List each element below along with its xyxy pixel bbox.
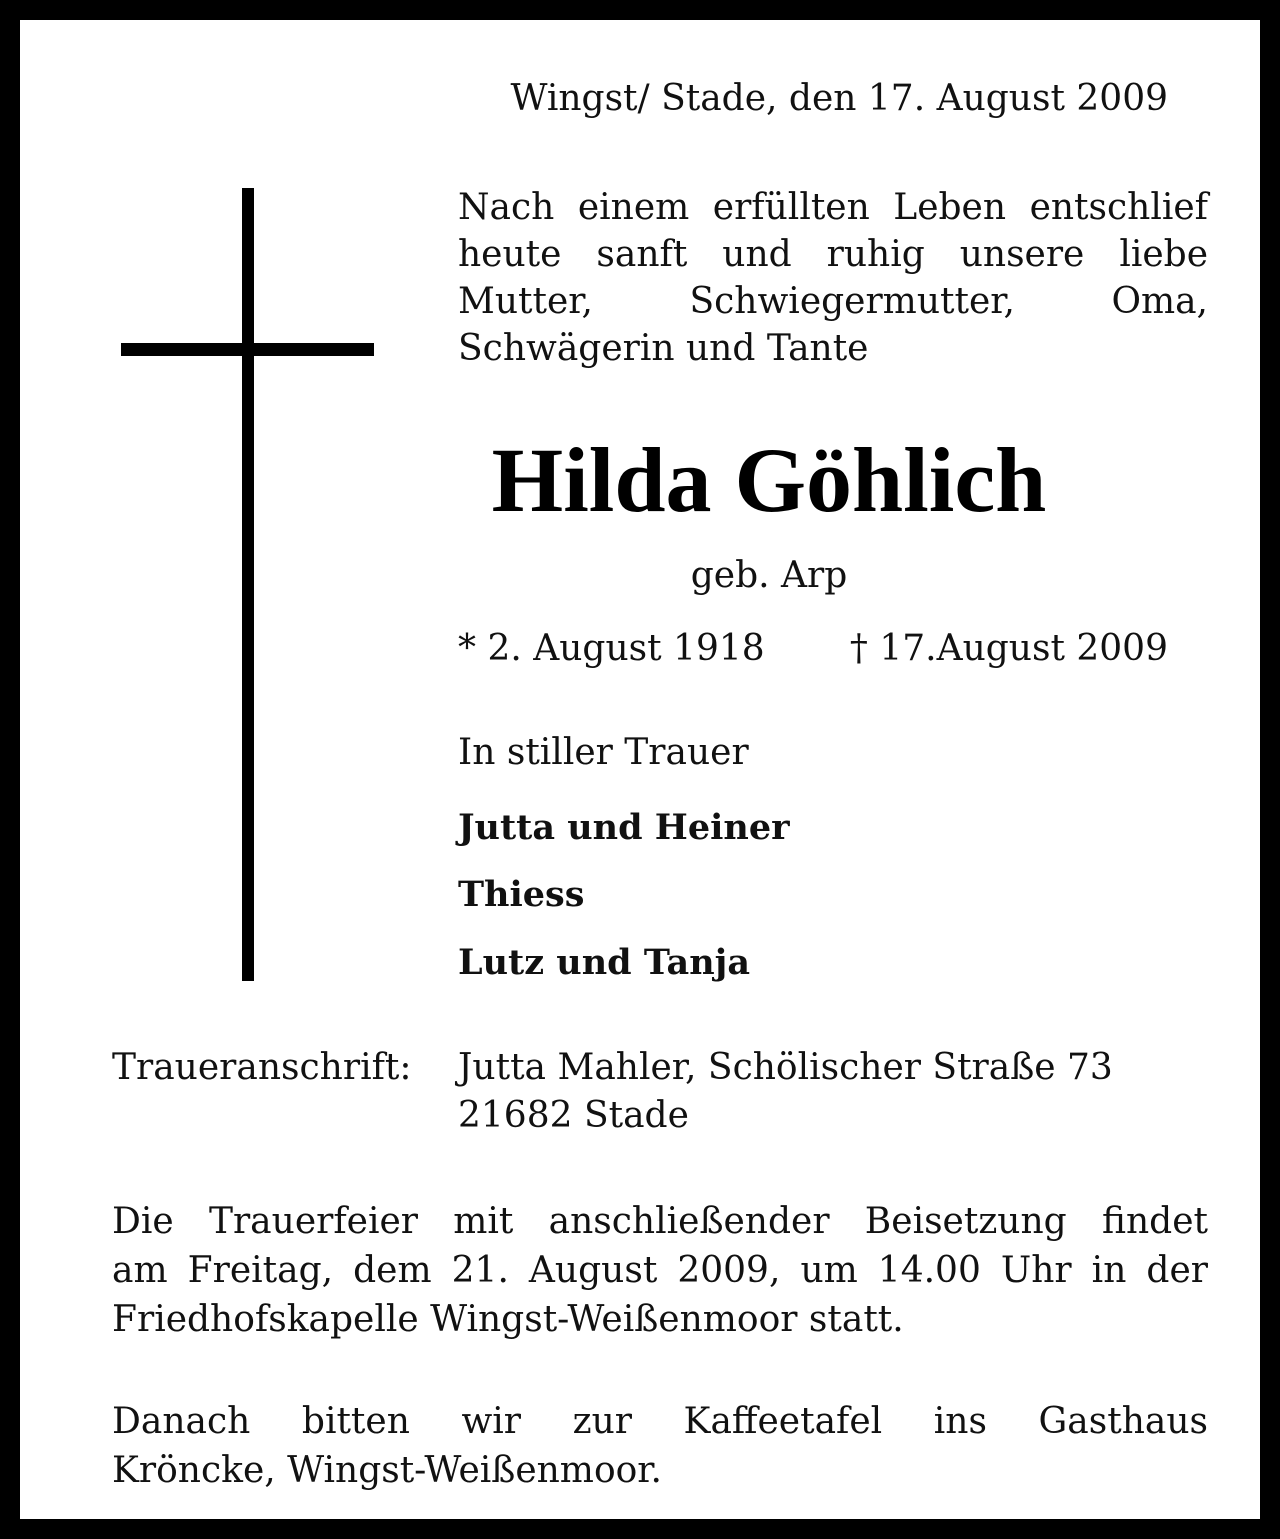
cross-icon-horizontal xyxy=(121,343,374,356)
ceremony-line: Die Trauerfeier mit anschließender Beisetzung findet xyxy=(112,1201,1208,1242)
mourning-label: In stiller Trauer xyxy=(458,732,749,773)
reception-line: Kröncke, Wingst-Weißenmoor. xyxy=(112,1450,662,1491)
address-line-1: Jutta Mahler, Schölischer Straße 73 xyxy=(458,1047,1113,1088)
reception-paragraph xyxy=(112,1397,1208,1495)
ceremony-line: Friedhofskapelle Wingst-Weißenmoor statt. xyxy=(112,1299,904,1340)
intro-line: Nach einem erfüllten Leben entschlief xyxy=(458,187,1208,228)
address-label: Traueranschrift: xyxy=(112,1047,412,1088)
intro-line: Mutter, Schwiegermutter, Oma, xyxy=(458,281,1208,322)
reception-line: Danach bitten wir zur Kaffeetafel ins Gasthaus xyxy=(112,1401,1208,1442)
deceased-name: Hilda Göhlich xyxy=(491,429,1047,531)
cross-icon-vertical xyxy=(242,188,254,981)
intro-line: heute sanft und ruhig unsere liebe xyxy=(458,234,1208,275)
ceremony-paragraph xyxy=(112,1197,1208,1344)
mourner-name: Thiess xyxy=(458,874,585,915)
mourner-name: Lutz und Tanja xyxy=(458,942,750,983)
maiden-name: geb. Arp xyxy=(690,555,848,596)
death-date: † 17.August 2009 xyxy=(849,628,1168,669)
ceremony-line: am Freitag, dem 21. August 2009, um 14.00 Uhr in der xyxy=(112,1250,1208,1291)
mourner-name: Jutta und Heiner xyxy=(458,807,790,848)
place-date: Wingst/ Stade, den 17. August 2009 xyxy=(510,78,1168,119)
birth-date: * 2. August 1918 xyxy=(458,628,765,669)
intro-text xyxy=(458,184,1208,372)
intro-line: Schwägerin und Tante xyxy=(458,328,869,369)
address-line-2: 21682 Stade xyxy=(458,1095,689,1136)
